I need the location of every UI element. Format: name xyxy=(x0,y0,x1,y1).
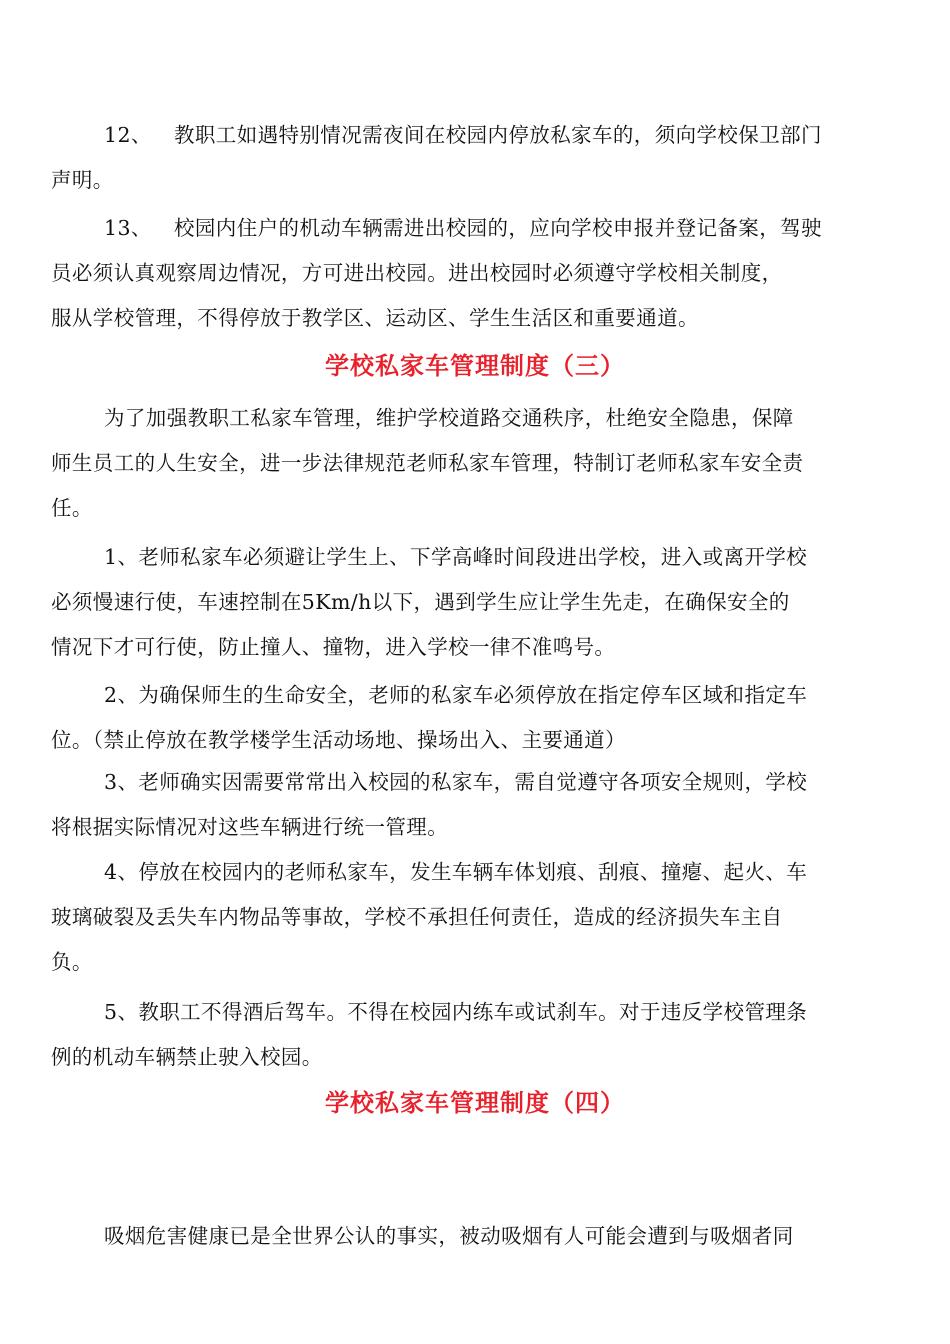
paragraph-item-5 xyxy=(51,990,896,1080)
text-line: 例的机动车辆禁止驶入校园。 xyxy=(51,1045,323,1069)
paragraph-intro xyxy=(51,396,896,531)
text-line: 负。 xyxy=(51,950,93,974)
text-line: 玻璃破裂及丢失车内物品等事故，学校不承担任何责任，造成的经济损失车主自 xyxy=(51,905,783,929)
text-line: 情况下才可行使，防止撞人、撞物，进入学校一律不准鸣号。 xyxy=(51,635,616,659)
text-line: 服从学校管理，不得停放于教学区、运动区、学生生活区和重要通道。 xyxy=(51,306,699,330)
paragraph-item-1 xyxy=(51,535,896,670)
section-title: 学校私家车管理制度（三） xyxy=(325,351,625,380)
text-line: 任。 xyxy=(51,496,93,520)
text-line: 12、 教职工如遇特别情况需夜间在校园内停放私家车的，须向学校保卫部门 xyxy=(104,113,896,158)
paragraph-item-12 xyxy=(51,113,896,203)
text-line: 吸烟危害健康已是全世界公认的事实，被动吸烟有人可能会遭到与吸烟者同 xyxy=(104,1224,794,1248)
text-line: 3、老师确实因需要常常出入校园的私家车，需自觉遵守各项安全规则，学校 xyxy=(104,770,808,794)
text-line: 13、 校园内住户的机动车辆需进出校园的，应向学校申报并登记备案，驾驶 xyxy=(104,206,896,251)
item-number: 13、 xyxy=(104,216,152,240)
paragraph-item-2 xyxy=(51,673,896,763)
paragraph-item-4 xyxy=(51,850,896,985)
text-line: 为了加强教职工私家车管理，维护学校道路交通秩序，杜绝安全隐患，保障 xyxy=(104,406,794,430)
paragraph-item-13 xyxy=(51,206,896,341)
text-line: 5、教职工不得酒后驾车。不得在校园内练车或试刹车。对于违反学校管理条 xyxy=(104,1000,808,1024)
paragraph-item-3 xyxy=(51,760,896,850)
section-title: 学校私家车管理制度（四） xyxy=(325,1088,625,1117)
text-line: 员必须认真观察周边情况，方可进出校园。进出校园时必须遵守学校相关制度， xyxy=(51,261,783,285)
text-line: 4、停放在校园内的老师私家车，发生车辆车体划痕、刮痕、撞瘪、起火、车 xyxy=(104,860,808,884)
text-line: 2、为确保师生的生命安全，老师的私家车必须停放在指定停车区域和指定车 xyxy=(104,683,808,707)
item-number: 12、 xyxy=(104,123,152,147)
paragraph-intro xyxy=(104,1214,896,1259)
text-line: 位。（禁止停放在教学楼学生活动场地、操场出入、主要通道） xyxy=(51,728,626,752)
text-line: 将根据实际情况对这些车辆进行统一管理。 xyxy=(51,815,449,839)
text-line: 声明。 xyxy=(51,168,114,192)
text-line: 师生员工的人生安全，进一步法律规范老师私家车管理，特制订老师私家车安全责 xyxy=(51,451,804,475)
text-line: 必须慢速行使，车速控制在5Km/h以下，遇到学生应让学生先走，在确保安全的 xyxy=(51,590,790,614)
text-line: 1、老师私家车必须避让学生上、下学高峰时间段进出学校，进入或离开学校 xyxy=(104,545,808,569)
